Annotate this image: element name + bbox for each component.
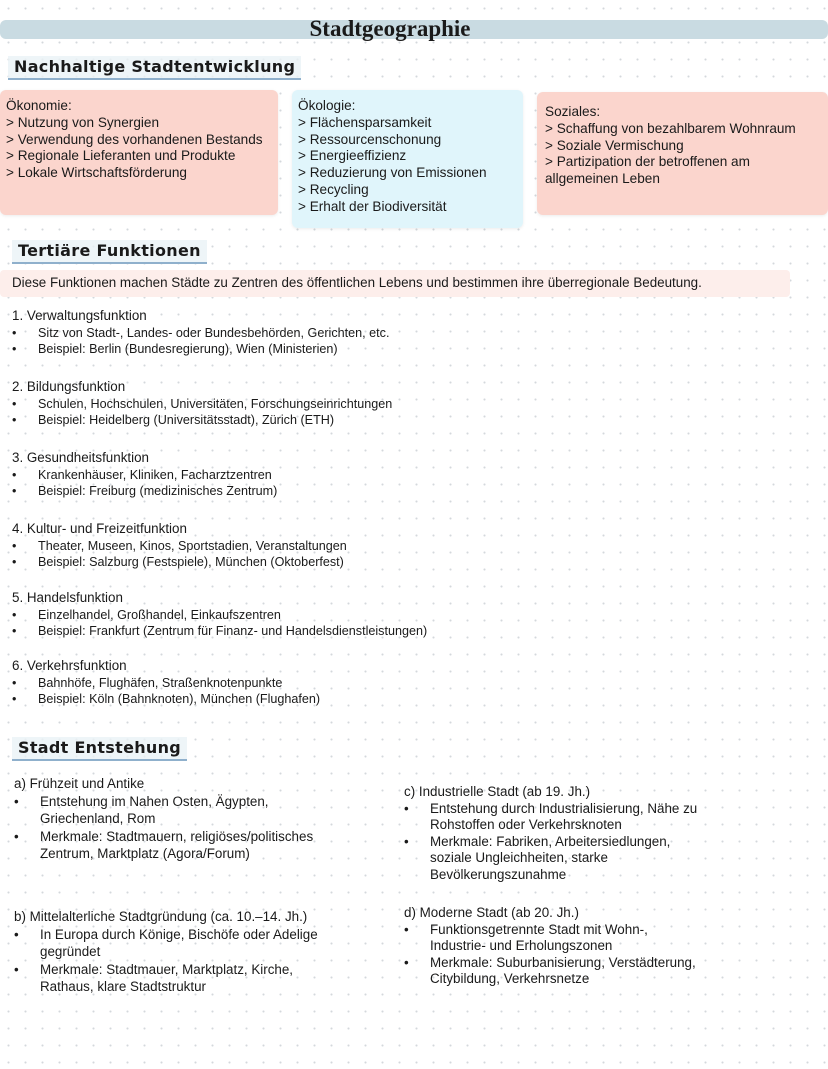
list-item: • Krankenhäuser, Kliniken, Facharztzentren bbox=[12, 467, 712, 484]
list-item: > Regionale Lieferanten und Produkte bbox=[6, 148, 236, 164]
list-item: • Merkmale: Fabriken, Arbeitersiedlungen, soziale Ungleichheiten, starke Bevölkerungszunahme bbox=[404, 834, 714, 884]
list-item: > Erhalt der Biodiversität bbox=[298, 198, 447, 214]
heading-tertiaer: Tertiäre Funktionen bbox=[12, 240, 207, 264]
list-item: • Beispiel: Frankfurt (Zentrum für Finanz- und Handelsdienstleistungen) bbox=[12, 623, 712, 640]
list-item: • Einzelhandel, Großhandel, Einkaufszentren bbox=[12, 607, 712, 624]
list-item: • Beispiel: Köln (Bahnknoten), München (Flughafen) bbox=[12, 691, 712, 708]
list-item: > Verwendung des vorhandenen Bestands bbox=[6, 131, 263, 147]
function-section bbox=[12, 308, 712, 358]
list-item: • Schulen, Hochschulen, Universitäten, Forschungseinrichtungen bbox=[12, 396, 712, 413]
section-title: b) Mittelalterliche Stadtgründung (ca. 10.–14. Jh.) bbox=[14, 909, 308, 924]
list-item: > Reduzierung von Emissionen bbox=[298, 165, 487, 181]
list-item: • Entstehung im Nahen Osten, Ägypten, Griechenland, Rom bbox=[14, 793, 314, 828]
section-title: a) Frühzeit und Antike bbox=[14, 776, 145, 791]
intro-text: Diese Funktionen machen Städte zu Zentren des öffentlichen Lebens und bestimmen ihre überregionale Bedeutung. bbox=[0, 270, 790, 297]
section-title: 5. Handelsfunktion bbox=[12, 590, 123, 605]
soziales-box bbox=[537, 92, 828, 215]
list-item: • Theater, Museen, Kinos, Sportstadien, Veranstaltungen bbox=[12, 538, 712, 555]
function-section bbox=[12, 521, 712, 571]
heading-nachhaltig: Nachhaltige Stadtentwicklung bbox=[8, 56, 301, 80]
list-item: > Partizipation der betroffenen am allgemeinen Leben bbox=[545, 154, 750, 187]
page-title: Stadtgeographie bbox=[309, 16, 471, 41]
list-item: • Merkmale: Suburbanisierung, Verstädterung, Citybildung, Verkehrsnetze bbox=[404, 955, 724, 988]
list-item: • In Europa durch Könige, Bischöfe oder Adelige gegründet bbox=[14, 926, 354, 961]
list-item: • Funktionsgetrennte Stadt mit Wohn-, Industrie- und Erholungszonen bbox=[404, 922, 704, 955]
entstehung-d bbox=[404, 905, 784, 988]
section-title: 6. Verkehrsfunktion bbox=[12, 658, 127, 673]
oekologie-box bbox=[292, 90, 523, 228]
list-item: • Beispiel: Freiburg (medizinisches Zentrum) bbox=[12, 483, 712, 500]
list-item: > Soziale Vermischung bbox=[545, 137, 684, 153]
section-title: 4. Kultur- und Freizeitfunktion bbox=[12, 521, 187, 536]
section-title: d) Moderne Stadt (ab 20. Jh.) bbox=[404, 905, 579, 920]
list-item: • Sitz von Stadt-, Landes- oder Bundesbehörden, Gerichten, etc. bbox=[12, 325, 712, 342]
function-section bbox=[12, 658, 712, 708]
list-item: • Merkmale: Stadtmauer, Marktplatz, Kirche, Rathaus, klare Stadtstruktur bbox=[14, 961, 344, 996]
section-title: 3. Gesundheitsfunktion bbox=[12, 450, 149, 465]
list-item: > Schaffung von bezahlbarem Wohnraum bbox=[545, 120, 796, 136]
list-item: • Bahnhöfe, Flughäfen, Straßenknotenpunkte bbox=[12, 675, 712, 692]
list-item: > Nutzung von Synergien bbox=[6, 114, 160, 130]
list-item: > Energieeffizienz bbox=[298, 148, 407, 164]
function-section bbox=[12, 450, 712, 500]
list-item: > Ressourcenschonung bbox=[298, 131, 442, 147]
entstehung-c bbox=[404, 784, 784, 883]
box-title: Ökologie: bbox=[298, 98, 356, 113]
box-title: Soziales: bbox=[545, 104, 601, 119]
list-item: > Lokale Wirtschaftsförderung bbox=[6, 165, 187, 181]
list-item: > Recycling bbox=[298, 181, 369, 197]
box-title: Ökonomie: bbox=[6, 98, 72, 113]
list-item: • Beispiel: Salzburg (Festspiele), München (Oktoberfest) bbox=[12, 554, 712, 571]
list-item: • Beispiel: Berlin (Bundesregierung), Wien (Ministerien) bbox=[12, 341, 712, 358]
list-item: • Beispiel: Heidelberg (Universitätsstadt), Zürich (ETH) bbox=[12, 412, 712, 429]
heading-entstehung: Stadt Entstehung bbox=[12, 737, 187, 761]
list-item: > Flächensparsamkeit bbox=[298, 114, 432, 130]
section-title: 1. Verwaltungsfunktion bbox=[12, 308, 147, 323]
section-title: c) Industrielle Stadt (ab 19. Jh.) bbox=[404, 784, 591, 799]
entstehung-a bbox=[14, 775, 394, 863]
oekonomie-box bbox=[0, 90, 278, 215]
list-item: • Entstehung durch Industrialisierung, Nähe zu Rohstoffen oder Verkehrsknoten bbox=[404, 801, 714, 834]
function-section bbox=[12, 590, 712, 640]
list-item: • Merkmale: Stadtmauern, religiöses/politisches Zentrum, Marktplatz (Agora/Forum) bbox=[14, 828, 364, 863]
entstehung-b bbox=[14, 908, 394, 996]
function-section bbox=[12, 379, 712, 429]
section-title: 2. Bildungsfunktion bbox=[12, 379, 126, 394]
